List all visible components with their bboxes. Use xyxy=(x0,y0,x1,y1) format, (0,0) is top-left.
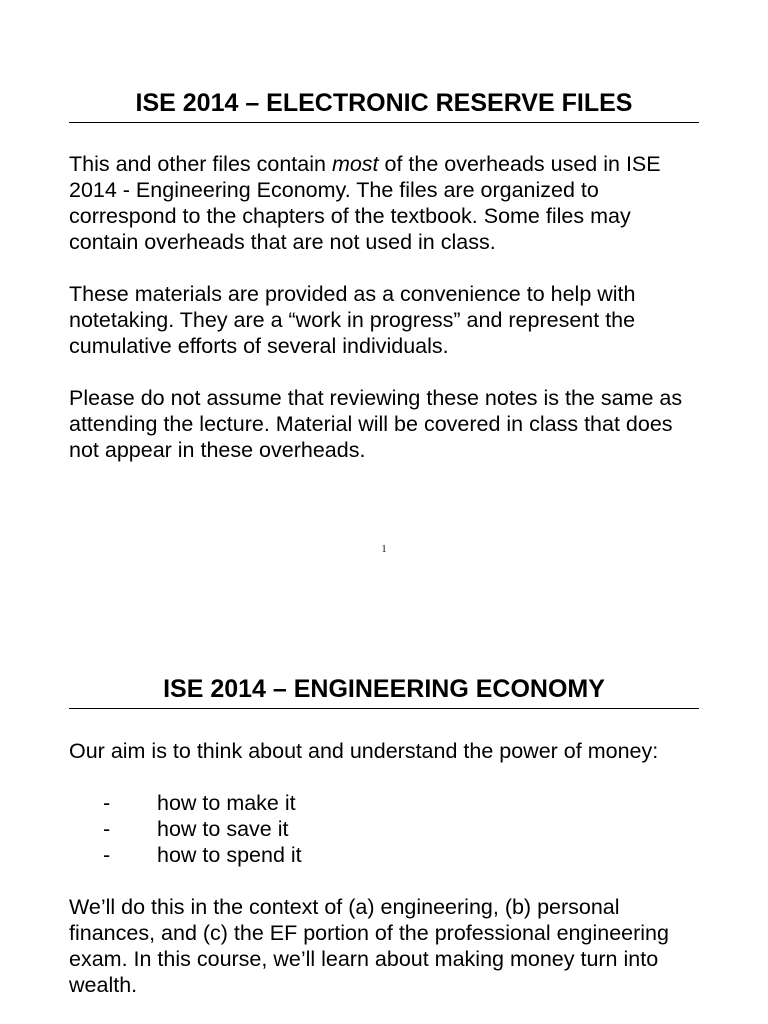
list-item-text: how to save it xyxy=(157,817,289,841)
bullet-marker: - xyxy=(103,817,111,841)
section-engineering-economy xyxy=(69,674,699,1024)
context-paragraph: We’ll do this in the context of (a) engineering, (b) personal finances, and (c) the EF portion of the professional engineering exam. In this course, we’ll learn about making money turn into wealth. xyxy=(69,895,669,997)
materials-paragraph: These materials are provided as a convenience to help with notetaking. They are a “work in progress” and represent the cumulative efforts of several individuals. xyxy=(69,282,636,358)
list-item xyxy=(69,790,699,816)
list-item-text: how to spend it xyxy=(157,843,302,867)
page-number: 1 xyxy=(381,544,387,555)
section-title: ISE 2014 – ENGINEERING ECONOMY xyxy=(69,674,699,709)
intro-text-end: of the overheads used in ISE 2014 - Engineering Economy. The files are organized to correspond to the chapters of the textbook. Some files may contain overheads that are not used in class. xyxy=(69,152,661,254)
list-item xyxy=(69,842,699,868)
section-title: ISE 2014 – ELECTRONIC RESERVE FILES xyxy=(69,88,699,123)
bullet-marker: - xyxy=(103,843,111,867)
intro-text-start: This and other files contain xyxy=(69,152,332,176)
list-item-text: how to make it xyxy=(157,791,296,815)
bullet-list xyxy=(69,790,699,868)
aim-paragraph: Our aim is to think about and understand the power of money: xyxy=(69,739,659,763)
list-item xyxy=(69,816,699,842)
intro-paragraph xyxy=(69,151,699,255)
bullet-marker: - xyxy=(103,791,111,815)
section-electronic-reserve xyxy=(69,88,699,489)
disclaimer-paragraph: Please do not assume that reviewing these notes is the same as attending the lecture. Material will be covered in class that does not appear in these overheads. xyxy=(69,386,683,462)
emphasis-most: most xyxy=(331,152,379,176)
